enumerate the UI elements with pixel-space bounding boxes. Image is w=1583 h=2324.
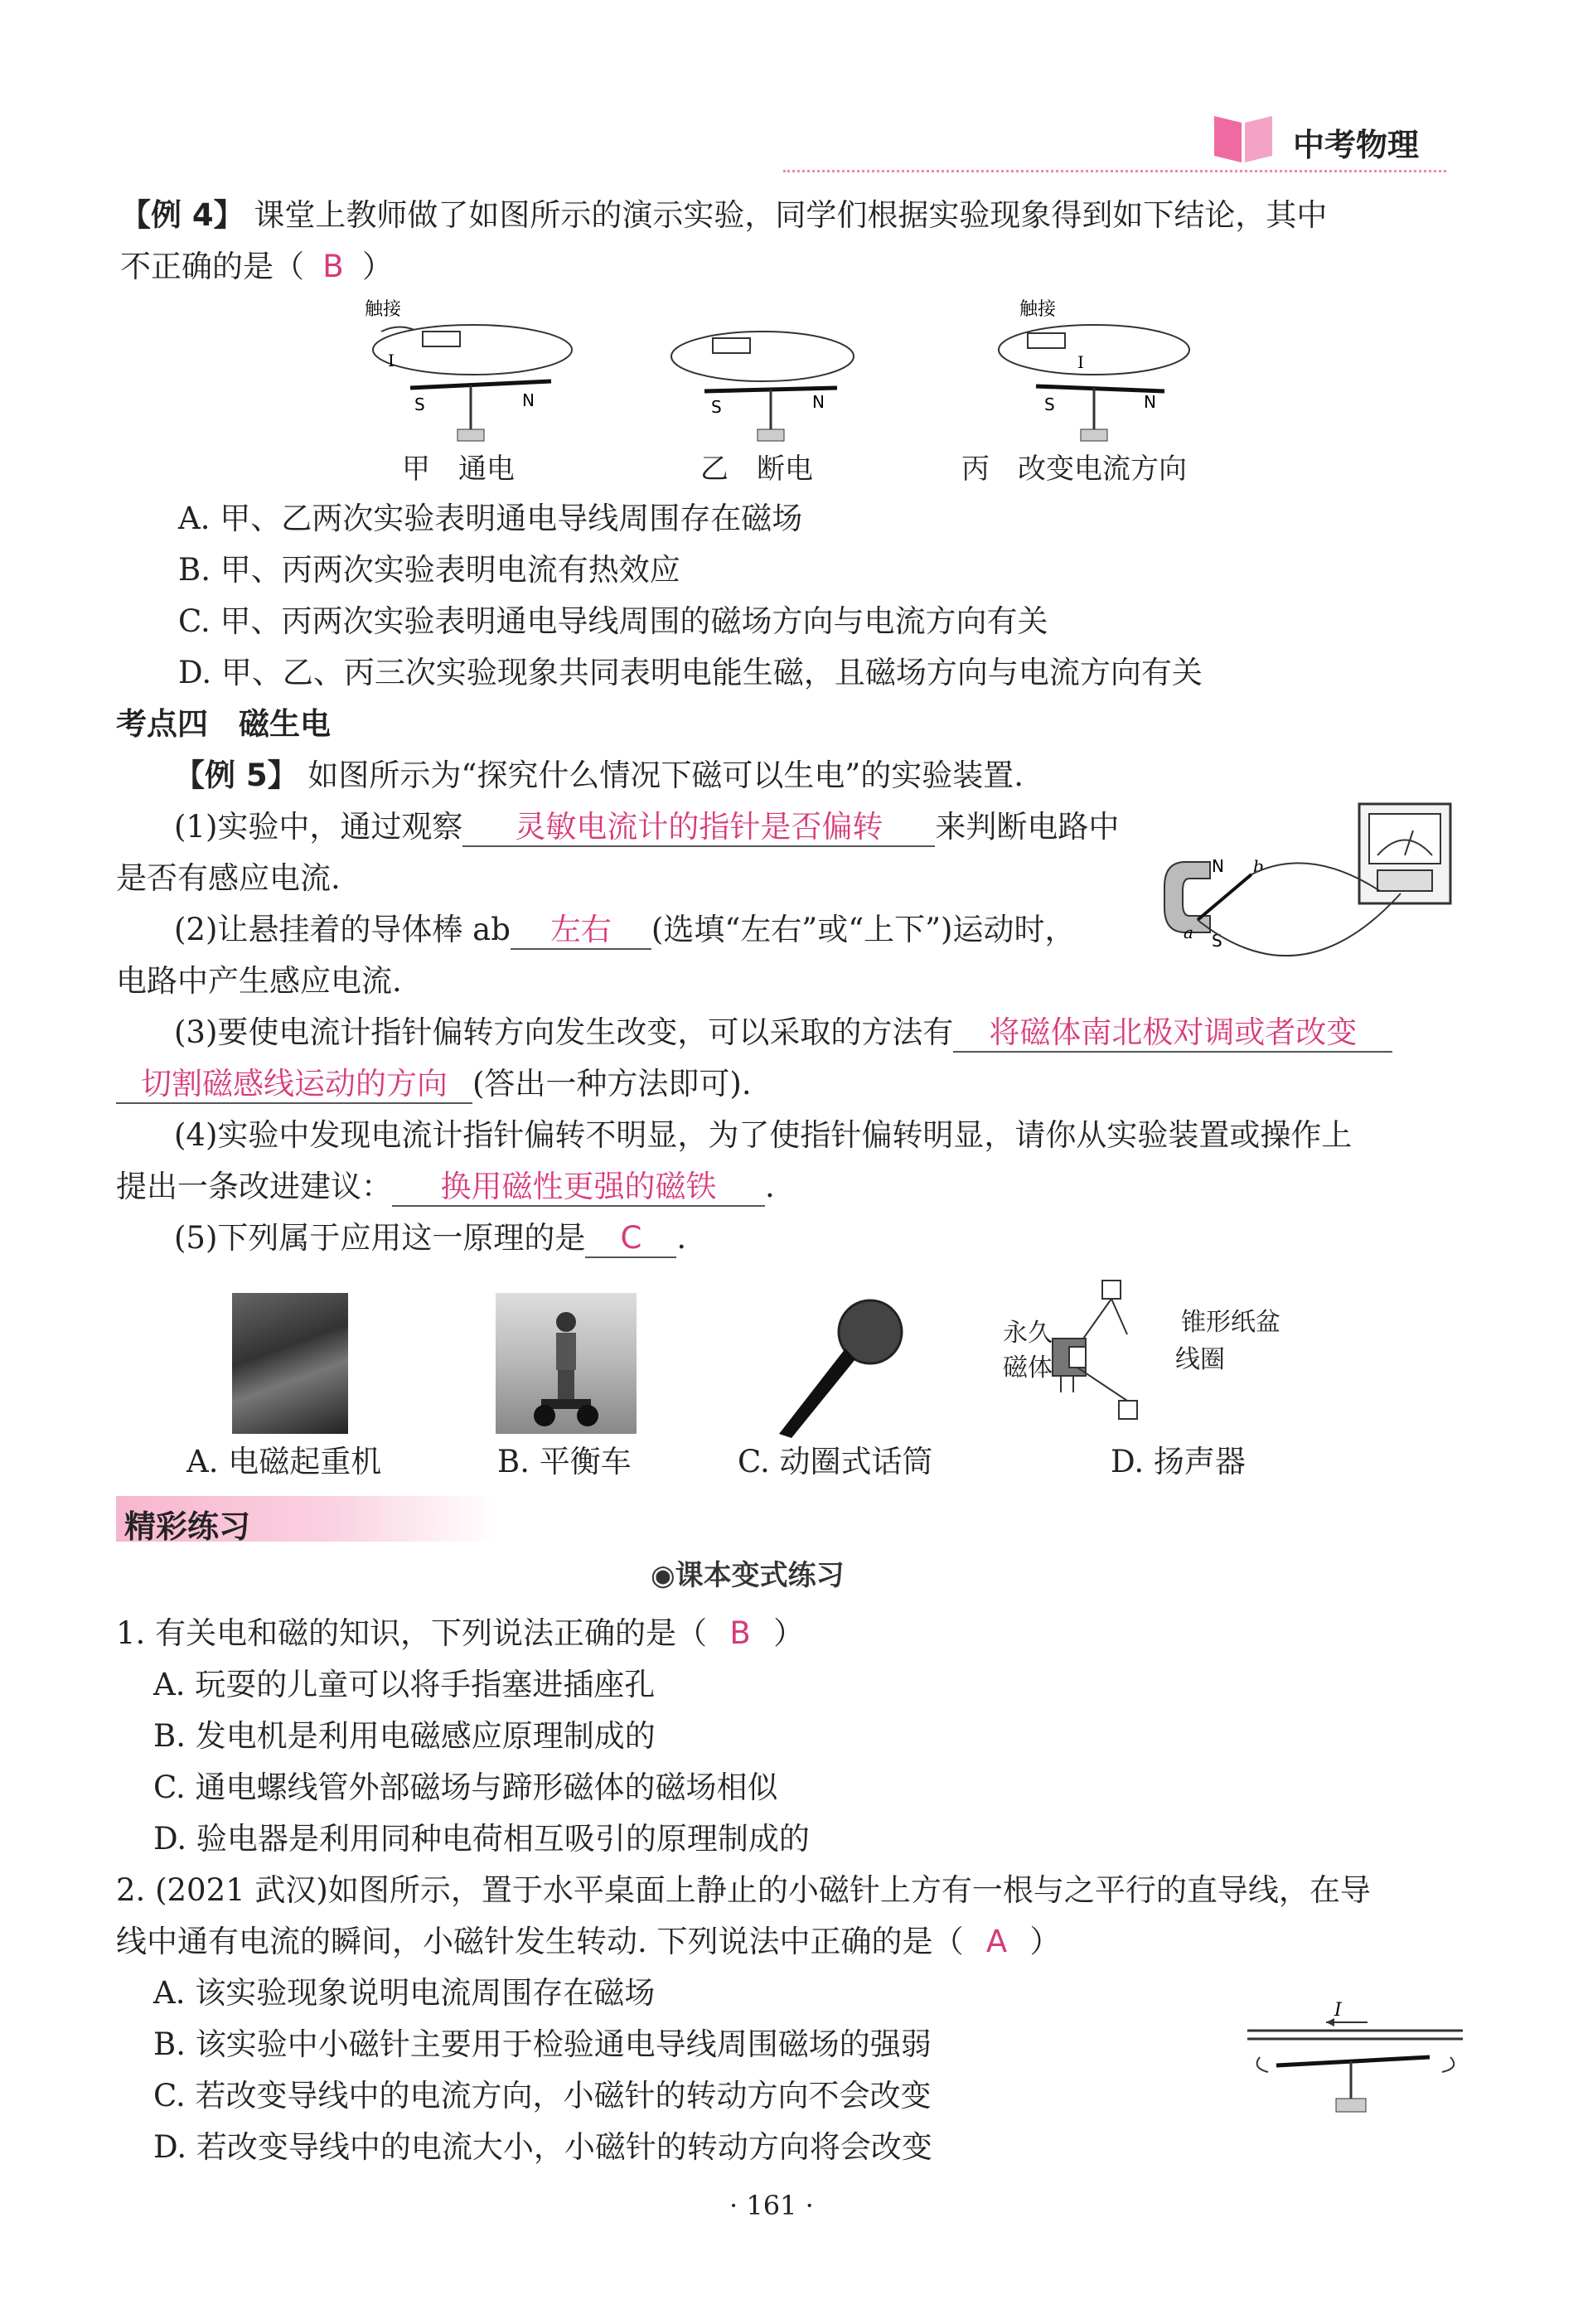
practice-banner [116, 1496, 497, 1545]
speaker-diagram [1044, 1276, 1160, 1426]
svg-text:I: I [1077, 352, 1084, 372]
ex4-option-b: B. 甲、丙两次实验表明电流有热效应 [178, 552, 680, 588]
ex5-q1-line2: 是否有感应电流. [116, 860, 341, 896]
ex4-label: 【例 4】 [120, 197, 244, 233]
ex4-caption-bing: 丙 改变电流方向 [961, 453, 1187, 486]
choice-a-image [232, 1293, 348, 1434]
practice-q2-option-d: D. 若改变导线中的电流大小，小磁针的转动方向将会改变 [153, 2129, 932, 2165]
svg-text:S: S [1212, 931, 1222, 951]
svg-text:a: a [1184, 922, 1193, 942]
ex5-intro: 【例 5】 如图所示为“探究什么情况下磁可以生电”的实验装置. [174, 758, 1024, 793]
ex4-caption-yi: 乙 断电 [700, 453, 813, 486]
header-dotted-rule [783, 170, 1446, 172]
kaodian-title: 考点四 磁生电 [116, 706, 331, 742]
choice-c-label: C. 动圈式话筒 [738, 1444, 933, 1479]
svg-text:N: N [812, 392, 825, 412]
svg-text:I: I [388, 351, 395, 370]
ex5-q2-answer: 左右 [511, 912, 651, 950]
practice-q1-option-d: D. 验电器是利用同种电荷相互吸引的原理制成的 [153, 1821, 810, 1857]
svg-text:触接: 触接 [365, 299, 402, 320]
svg-text:S: S [414, 395, 425, 414]
header-subject: 中考物理 [1293, 127, 1420, 163]
ex5-q1-answer: 灵敏电流计的指针是否偏转 [462, 809, 935, 847]
microphone-icon [762, 1297, 912, 1438]
ex4-line2: 不正确的是（ B ） [120, 245, 393, 288]
practice-q2-line2: 线中通有电流的瞬间，小磁针发生转动. 下列说法中正确的是（ A ） [116, 1920, 1061, 1963]
practice-q1-stem: 1. 有关电和磁的知识，下列说法正确的是（ B ） [116, 1612, 804, 1655]
practice-q1-option-a: A. 玩耍的儿童可以将手指塞进插座孔 [153, 1667, 656, 1702]
practice-q1-option-b: B. 发电机是利用电磁感应原理制成的 [153, 1718, 656, 1754]
ex5-q2: (2)让悬挂着的导体棒 ab 左右 (选填“左右”或“上下”)运动时， [174, 908, 1075, 951]
ex5-apparatus-figure [1160, 796, 1459, 1011]
choice-b-image [496, 1293, 637, 1434]
ex4-option-a: A. 甲、乙两次实验表明通电导线周围存在磁场 [178, 501, 803, 536]
choice-b-label: B. 平衡车 [497, 1444, 632, 1479]
ex5-q3-answer-part1: 将磁体南北极对调或者改变 [953, 1014, 1392, 1053]
practice-q1-answer: B [729, 1615, 751, 1651]
practice-q2-line1: 2. (2021 武汉)如图所示，置于水平桌面上静止的小磁针上方有一根与之平行的直导线，在导 [116, 1872, 1371, 1908]
ex4-stem: 课堂上教师做了如图所示的演示实验，同学们根据实验现象得到如下结论，其中 [254, 197, 1328, 233]
speaker-label-coil: 线圈 [1175, 1345, 1225, 1374]
svg-text:I: I [1334, 2000, 1342, 2021]
speaker-label-magnet1: 永久 [1003, 1319, 1053, 1348]
header [1210, 108, 1450, 174]
ex5-q5: (5)下列属于应用这一原理的是 C . [174, 1217, 686, 1260]
book-icon [1210, 108, 1276, 166]
ex5-q2-line2: 电路中产生感应电流. [116, 963, 402, 999]
ex4-figure-bing [986, 298, 1202, 448]
practice-q1-option-c: C. 通电螺线管外部磁场与蹄形磁体的磁场相似 [153, 1770, 778, 1805]
svg-text:N: N [1212, 856, 1224, 876]
ex4-figure-yi [663, 315, 862, 448]
ex4-figure-jia [356, 298, 580, 448]
ex4-caption-jia: 甲 通电 [402, 453, 515, 486]
ex5-q5-answer: C [585, 1220, 676, 1258]
ex5-label: 【例 5】 [174, 758, 298, 793]
practice-title: 精彩练习 [124, 1508, 251, 1545]
speaker-label-cone: 锥形纸盆 [1181, 1308, 1280, 1337]
svg-text:触接: 触接 [1019, 299, 1057, 320]
ex4-option-d: D. 甲、乙、丙三次实验现象共同表明电能生磁，且磁场方向与电流方向有关 [178, 655, 1203, 690]
practice-q2-figure [1243, 1997, 1467, 2122]
ex5-q4-line2: 提出一条改进建议： 换用磁性更强的磁铁 . [116, 1165, 775, 1208]
svg-text:N: N [522, 390, 535, 410]
ex4-answer: B [322, 249, 344, 284]
ex5-q4-line1: (4)实验中发现电流计指针偏转不明显，为了使指针偏转明显，请你从实验装置或操作上 [174, 1117, 1353, 1153]
ex5-q3-answer-part2: 切割磁感线运动的方向 [116, 1066, 472, 1104]
speaker-label-magnet2: 磁体 [1003, 1353, 1053, 1382]
svg-text:S: S [711, 397, 722, 417]
svg-text:b: b [1253, 856, 1264, 876]
ex5-q1: (1)实验中，通过观察 灵敏电流计的指针是否偏转 来判断电路中 [174, 806, 1119, 849]
svg-text:N: N [1144, 392, 1156, 412]
ex5-q4-answer: 换用磁性更强的磁铁 [392, 1169, 765, 1207]
practice-q2-option-c: C. 若改变导线中的电流方向，小磁针的转动方向不会改变 [153, 2078, 932, 2113]
svg-text:S: S [1044, 395, 1055, 414]
ex4-option-c: C. 甲、丙两次实验表明通电导线周围的磁场方向与电流方向有关 [178, 603, 1048, 639]
segway-icon [533, 1310, 599, 1430]
ex5-q3-line2: 切割磁感线运动的方向 (答出一种方法即可). [116, 1063, 752, 1106]
practice-q2-answer: A [985, 1924, 1008, 1959]
choice-a-label: A. 电磁起重机 [186, 1444, 382, 1479]
choice-d-label: D. 扬声器 [1111, 1444, 1246, 1479]
practice-q2-option-a: A. 该实验现象说明电流周围存在磁场 [153, 1975, 656, 2011]
page-number: · 161 · [729, 2190, 814, 2221]
practice-subsection: ◉课本变式练习 [651, 1559, 845, 1592]
practice-q2-option-b: B. 该实验中小磁针主要用于检验通电导线周围磁场的强弱 [153, 2026, 932, 2062]
ex5-q3: (3)要使电流计指针偏转方向发生改变，可以采取的方法有 将磁体南北极对调或者改变 [174, 1011, 1392, 1054]
ex4-line1 [120, 194, 1327, 237]
